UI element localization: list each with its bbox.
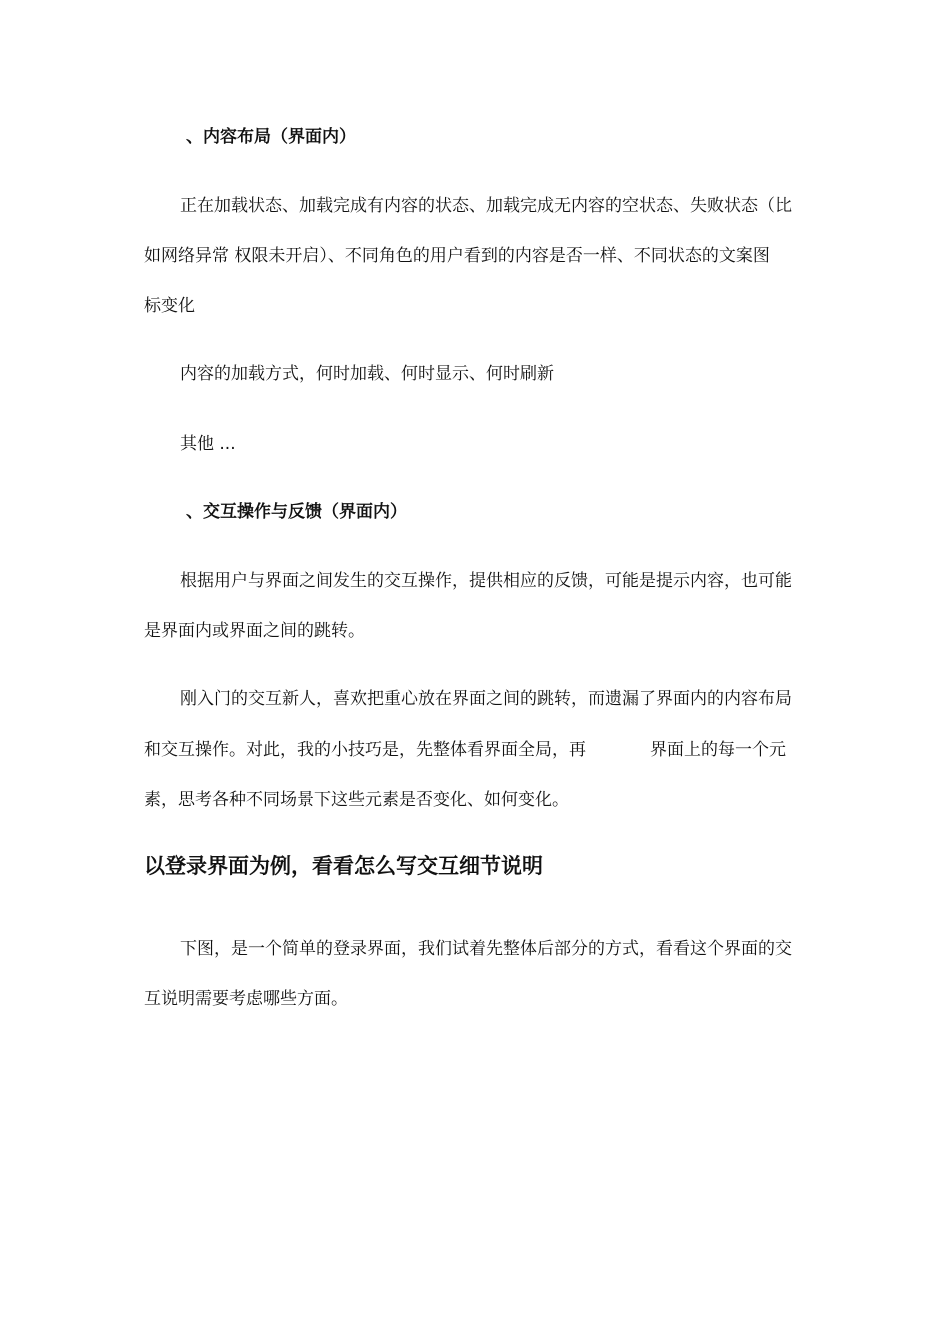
paragraph-text-segment: 和交互操作。对此，我的小技巧是，先整体看界面全局，再 (144, 740, 586, 760)
paragraph-line: 素，思考各种不同场景下这些元素是否变化、如何变化。 (144, 790, 569, 810)
paragraph-line: 刚入门的交互新人，喜欢把重心放在界面之间的跳转，而遗漏了界面内的内容布局 (180, 689, 792, 709)
paragraph-line: 是界面内或界面之间的跳转。 (144, 621, 365, 641)
section-heading-interaction: 、交互操作与反馈（界面内） (186, 502, 407, 522)
paragraph-line: 互说明需要考虑哪些方面。 (144, 989, 348, 1009)
paragraph-line: 如网络异常 权限未开启）、不同角色的用户看到的内容是否一样、不同状态的文案图 (144, 246, 770, 266)
paragraph-line: 其他 ... (180, 434, 236, 454)
paragraph-line: 根据用户与界面之间发生的交互操作，提供相应的反馈，可能是提示内容，也可能 (180, 571, 792, 591)
paragraph-line: 内容的加载方式，何时加载、何时显示、何时刷新 (180, 364, 554, 384)
paragraph-line: 标变化 (144, 296, 195, 316)
paragraph-line: 下图，是一个简单的登录界面，我们试着先整体后部分的方式，看看这个界面的交 (180, 939, 792, 959)
section-heading-content-layout: 、内容布局（界面内） (186, 127, 356, 147)
paragraph-line (144, 739, 786, 761)
paragraph-line: 正在加载状态、加载完成有内容的状态、加载完成无内容的空状态、失败状态（比 (180, 196, 792, 216)
paragraph-text-segment: 界面上的每一个元 (650, 740, 786, 760)
section-heading-example: 以登录界面为例，看看怎么写交互细节说明 (144, 854, 543, 878)
